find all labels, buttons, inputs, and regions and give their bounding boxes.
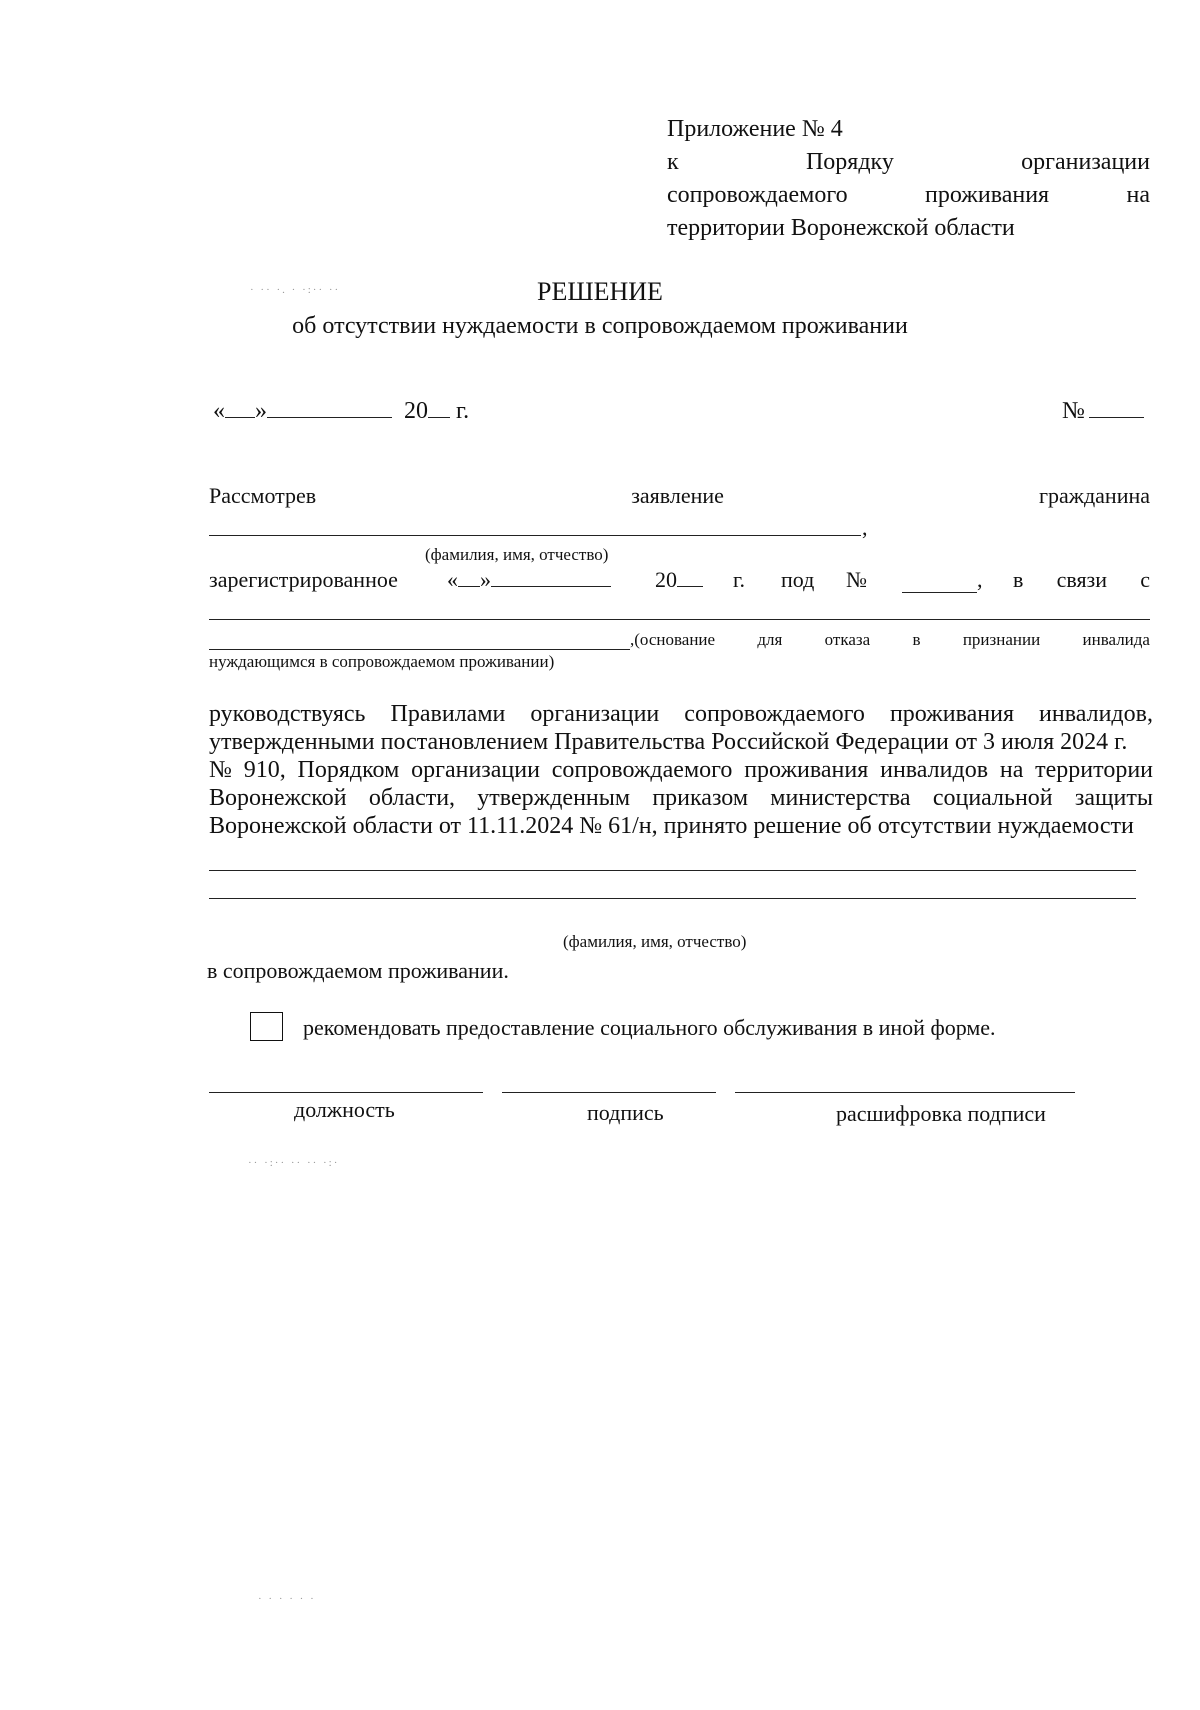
reg-year-blank[interactable] xyxy=(677,586,703,587)
word: социальной xyxy=(932,785,1053,811)
appendix-line-2 xyxy=(667,146,1150,179)
word: сопровождаемого xyxy=(684,701,865,727)
reg-no: № xyxy=(846,567,867,592)
applicant-comma: , xyxy=(862,515,868,540)
appendix-number: Приложение № 4 xyxy=(667,116,843,142)
reg-comma: , xyxy=(977,567,983,592)
registered-label: зарегистрированное xyxy=(209,567,398,592)
year-prefix: 20 xyxy=(655,567,677,592)
word: инвалидов, xyxy=(1039,701,1153,727)
body-line xyxy=(209,812,1153,840)
signature-caption: подпись xyxy=(587,1100,664,1125)
word: приказом xyxy=(652,785,749,811)
considered-line xyxy=(209,483,1150,509)
word: отказа xyxy=(824,630,871,649)
word: организации xyxy=(1021,149,1150,175)
word: связи xyxy=(1056,567,1108,592)
word: Рассмотрев xyxy=(209,483,317,508)
word: № xyxy=(209,757,232,783)
body-line xyxy=(209,700,1153,728)
document-title: РЕШЕНИЕ xyxy=(537,277,663,306)
basis-blank-1[interactable] xyxy=(209,619,1150,620)
quote-open: « xyxy=(213,398,225,424)
reg-day-blank[interactable] xyxy=(458,586,480,587)
word: инвалида xyxy=(1082,630,1150,649)
word: проживания xyxy=(889,701,1015,727)
number-field xyxy=(1062,398,1144,425)
word: к xyxy=(667,149,679,175)
word: территории xyxy=(1035,757,1153,783)
position-caption: должность xyxy=(294,1097,395,1122)
word: организации xyxy=(411,757,540,783)
word: инвалидов xyxy=(880,757,989,783)
reg-pod: под xyxy=(781,567,815,592)
word: заявление xyxy=(631,483,724,508)
recommend-checkbox[interactable] xyxy=(250,1012,283,1041)
word: Воронежской xyxy=(209,785,347,811)
day-blank[interactable] xyxy=(225,417,255,418)
decode-blank[interactable] xyxy=(735,1092,1075,1093)
word: на xyxy=(1126,182,1150,208)
word: на xyxy=(999,757,1024,783)
word: проживания xyxy=(744,757,869,783)
document-subtitle: об отсутствии нуждаемости в сопровождаемом проживании xyxy=(292,313,908,339)
year-blank[interactable] xyxy=(428,417,450,418)
reg-tail xyxy=(1013,567,1150,593)
month-blank[interactable] xyxy=(267,417,392,418)
body-line xyxy=(209,728,1153,756)
word: с xyxy=(1140,567,1150,592)
word: в xyxy=(912,630,921,649)
number-label: № xyxy=(1062,398,1085,424)
word: руководствуясь xyxy=(209,701,366,727)
registered-date xyxy=(447,567,611,593)
reg-month-blank[interactable] xyxy=(491,586,611,587)
applicant-name-blank[interactable] xyxy=(209,535,861,536)
basis-caption-2: нуждающимся в сопровождаемом проживании) xyxy=(209,652,555,671)
word: гражданина xyxy=(1038,483,1150,508)
word: сопровождаемого xyxy=(551,757,733,783)
quote-open: « xyxy=(447,567,458,592)
body-line xyxy=(209,756,1153,784)
applicant-fio-caption: (фамилия, имя, отчество) xyxy=(425,545,609,564)
scan-noise-mark: · · · · · · xyxy=(258,1593,316,1605)
word: Порядку xyxy=(805,149,894,175)
reg-year xyxy=(655,567,703,593)
body-line xyxy=(209,784,1153,812)
reg-g: г. xyxy=(733,567,746,592)
word: министерства xyxy=(770,785,911,811)
quote-close: » xyxy=(480,567,491,592)
word: для xyxy=(757,630,783,649)
basis-caption xyxy=(630,630,1150,650)
word: Воронежской области от 11.11.2024 № 61/н, принято решение об отсутствии нуждаемости xyxy=(209,813,1134,839)
word: Порядком xyxy=(297,757,400,783)
decision-body xyxy=(209,700,1153,840)
citizen-name-blank-2[interactable] xyxy=(209,898,1136,899)
in-accompanied-living: в сопровождаемом проживании. xyxy=(207,958,509,983)
quote-close: » xyxy=(255,398,267,424)
word: организации xyxy=(530,701,660,727)
number-blank[interactable] xyxy=(1089,417,1144,418)
word: защиты xyxy=(1074,785,1153,811)
word: ,(основание xyxy=(630,630,716,649)
date-line xyxy=(213,398,469,425)
appendix-header xyxy=(667,113,1150,245)
scan-noise-mark: · ·· ·. · ·:·· ·· xyxy=(250,284,341,296)
citizen-fio-caption: (фамилия, имя, отчество) xyxy=(563,932,747,951)
position-blank[interactable] xyxy=(209,1092,483,1093)
signature-blank[interactable] xyxy=(502,1092,716,1093)
basis-blank-2[interactable] xyxy=(209,649,630,650)
appendix-line-3 xyxy=(667,179,1150,212)
year-suffix: г. xyxy=(456,398,470,424)
word: 910, xyxy=(243,757,286,783)
word: Правилами xyxy=(390,701,506,727)
scan-noise-mark: ·· ·:·· ·· ·· ·:· xyxy=(248,1157,340,1169)
recommend-label: рекомендовать предоставление социального обслуживания в иной форме. xyxy=(303,1015,996,1040)
year-prefix: 20 xyxy=(404,398,428,424)
word: утвержденным xyxy=(477,785,631,811)
word: сопровождаемого xyxy=(667,182,848,208)
citizen-name-blank-1[interactable] xyxy=(209,870,1136,871)
word: в xyxy=(1013,567,1024,592)
decode-caption: расшифровка подписи xyxy=(836,1101,1046,1126)
word: утвержденными постановлением Правительства Российской Федерации от 3 июля 2024 г. xyxy=(209,729,1128,755)
word: области, xyxy=(368,785,456,811)
appendix-line-4: территории Воронежской области xyxy=(667,215,1015,241)
reg-number-blank[interactable] xyxy=(902,592,977,593)
word: проживания xyxy=(925,182,1050,208)
word: признании xyxy=(962,630,1041,649)
